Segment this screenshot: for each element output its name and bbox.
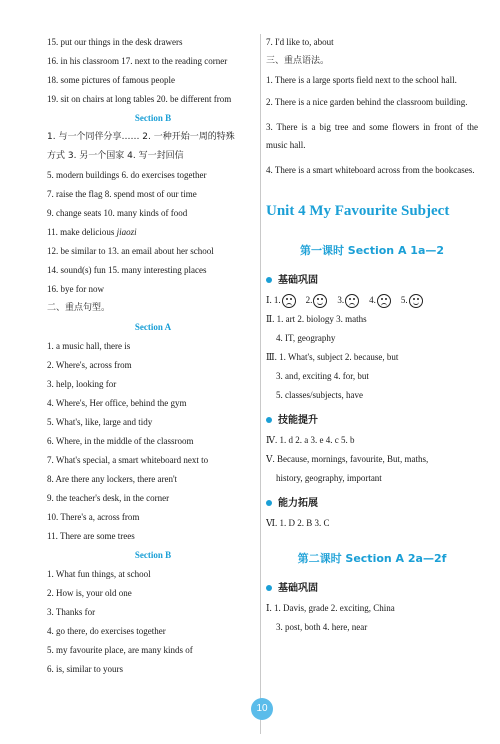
unit-title: Unit 4 My Favourite Subject: [266, 203, 450, 219]
answer-line: 19. sit on chairs at long tables 20. be different from: [47, 94, 232, 104]
lesson-1-skill-head: [266, 414, 478, 434]
smiley-face-icon: [313, 294, 327, 308]
right-column: [266, 36, 478, 640]
left-column: [47, 36, 259, 682]
lesson-2-basic-answers: [266, 602, 478, 640]
answer-line: 7. I'd like to, about: [266, 37, 334, 47]
answer-line: 9. change seats 10. many kinds of food: [47, 208, 188, 218]
answer-line: Ⅴ. Because, mornings, favourite, But, maths,: [266, 454, 429, 464]
section-heading: Section A: [134, 322, 172, 332]
lesson-1-basic-answers: [266, 313, 478, 408]
answer-line: 4. IT, geography: [276, 333, 336, 343]
sub-head-label: 基础巩固: [278, 583, 318, 594]
face-number: 5.: [400, 295, 408, 306]
page-number: 10: [251, 698, 273, 720]
answer-line: 5. What's, like, large and tidy: [47, 417, 153, 427]
answer-line: 4. go there, do exercises together: [47, 626, 166, 636]
answer-line: 4. Where's, Her office, behind the gym: [47, 398, 187, 408]
lesson-1-extend-head: [266, 497, 478, 517]
bullet-dot-icon: [266, 500, 272, 506]
sub-head-label: 技能提升: [278, 415, 318, 426]
face-number: 2.: [305, 295, 313, 306]
column-divider: [260, 34, 261, 734]
lesson-1-skill-answers: [266, 434, 478, 491]
face-number: 4.: [369, 295, 376, 306]
answer-line: 16. in his classroom 17. next to the reading corner: [47, 56, 228, 66]
answer-line: 10. There's a, across from: [47, 512, 140, 522]
lesson-1-basic-head: [266, 274, 478, 294]
sad-face-icon: [345, 294, 359, 308]
answer-line: 12. be similar to 13. an email about her school: [47, 246, 214, 256]
answer-line: 5. my favourite place, are many kinds of: [47, 645, 193, 655]
lesson-1-extend-answers: [266, 517, 478, 536]
section-heading: Section B: [134, 550, 172, 560]
answer-line: 18. some pictures of famous people: [47, 75, 175, 85]
answer-line: Ⅰ. 1. Davis, grade 2. exciting, China: [266, 603, 395, 613]
lesson-1-title: 第一课时 Section A 1a—2: [299, 244, 445, 257]
answer-line: 7. raise the flag 8. spend most of our time: [47, 189, 197, 199]
lesson-2-basic-head: [266, 582, 478, 602]
smiley-face-icon: [409, 294, 423, 308]
answer-line: 3. help, looking for: [47, 379, 117, 389]
sad-face-icon: [282, 294, 296, 308]
answer-line: 5. modern buildings 6. do exercises together: [47, 170, 207, 180]
answer-line: 7. What's special, a smart whiteboard next to: [47, 455, 209, 465]
answer-line: 14. sound(s) fun 15. many interesting places: [47, 265, 207, 275]
answer-line: 6. is, similar to yours: [47, 664, 123, 674]
bullet-dot-icon: [266, 417, 272, 423]
answer-line: Ⅲ. 1. What's, subject 2. because, but: [266, 352, 399, 362]
answer-line: 6. Where, in the middle of the classroom: [47, 436, 194, 446]
answer-line: 2. How is, your old one: [47, 588, 132, 598]
sad-face-icon: [377, 294, 391, 308]
face-number: 1.: [273, 295, 281, 306]
answer-line: 1. 与一个同伴分享…… 2. 一种开始一周的特殊: [47, 132, 235, 142]
answer-line: Ⅵ. 1. D 2. B 3. C: [266, 518, 330, 528]
sub-head-label: 能力拓展: [278, 498, 318, 509]
answer-line: 5. classes/subjects, have: [276, 390, 363, 400]
answer-line: 1. There is a large sports field next to the school hall.: [266, 75, 457, 85]
answer-line: Ⅳ. 1. d 2. a 3. e 4. c 5. b: [266, 435, 355, 445]
answer-line: history, geography, important: [276, 473, 382, 483]
answer-line: 3. There is a big tree and some flowers in front of the music hall.: [266, 122, 478, 150]
answer-line: 3. Thanks for: [47, 607, 96, 617]
answer-line: 9. the teacher's desk, in the corner: [47, 493, 170, 503]
lesson-2-title: 第二课时 Section A 2a—2f: [297, 552, 447, 565]
answer-line: 11. There are some trees: [47, 531, 135, 541]
answer-line: 3. and, exciting 4. for, but: [276, 371, 369, 381]
faces-label: Ⅰ.: [266, 295, 272, 306]
answer-line: 2. Where's, across from: [47, 360, 132, 370]
answer-line: 16. bye for now: [47, 284, 104, 294]
answer-line: Ⅱ. 1. art 2. biology 3. maths: [266, 314, 367, 324]
faces-answer-row: [266, 294, 478, 313]
answer-line: 15. put our things in the desk drawers: [47, 37, 183, 47]
grammar-answers: [266, 36, 478, 179]
bullet-dot-icon: [266, 277, 272, 283]
answer-line: 1. a music hall, there is: [47, 341, 131, 351]
sub-head-label: 基础巩固: [278, 275, 318, 286]
answer-line: 4. There is a smart whiteboard across from the bookcases.: [266, 165, 475, 175]
answer-line: 三、重点语法。: [266, 56, 330, 66]
answer-line: 8. Are there any lockers, there aren't: [47, 474, 178, 484]
answer-line: 二、重点句型。: [47, 303, 111, 313]
answer-line: 2. There is a nice garden behind the classroom building.: [266, 97, 468, 107]
bullet-dot-icon: [266, 585, 272, 591]
section-heading: Section B: [134, 113, 172, 123]
answer-line: 11. make delicious jiaozi: [47, 227, 137, 237]
answer-line: 方式 3. 另一个国家 4. 写一封回信: [47, 151, 184, 161]
face-number: 3.: [337, 295, 345, 306]
answer-line: 1. What fun things, at school: [47, 569, 151, 579]
answer-line: 3. post, both 4. here, near: [276, 622, 368, 632]
